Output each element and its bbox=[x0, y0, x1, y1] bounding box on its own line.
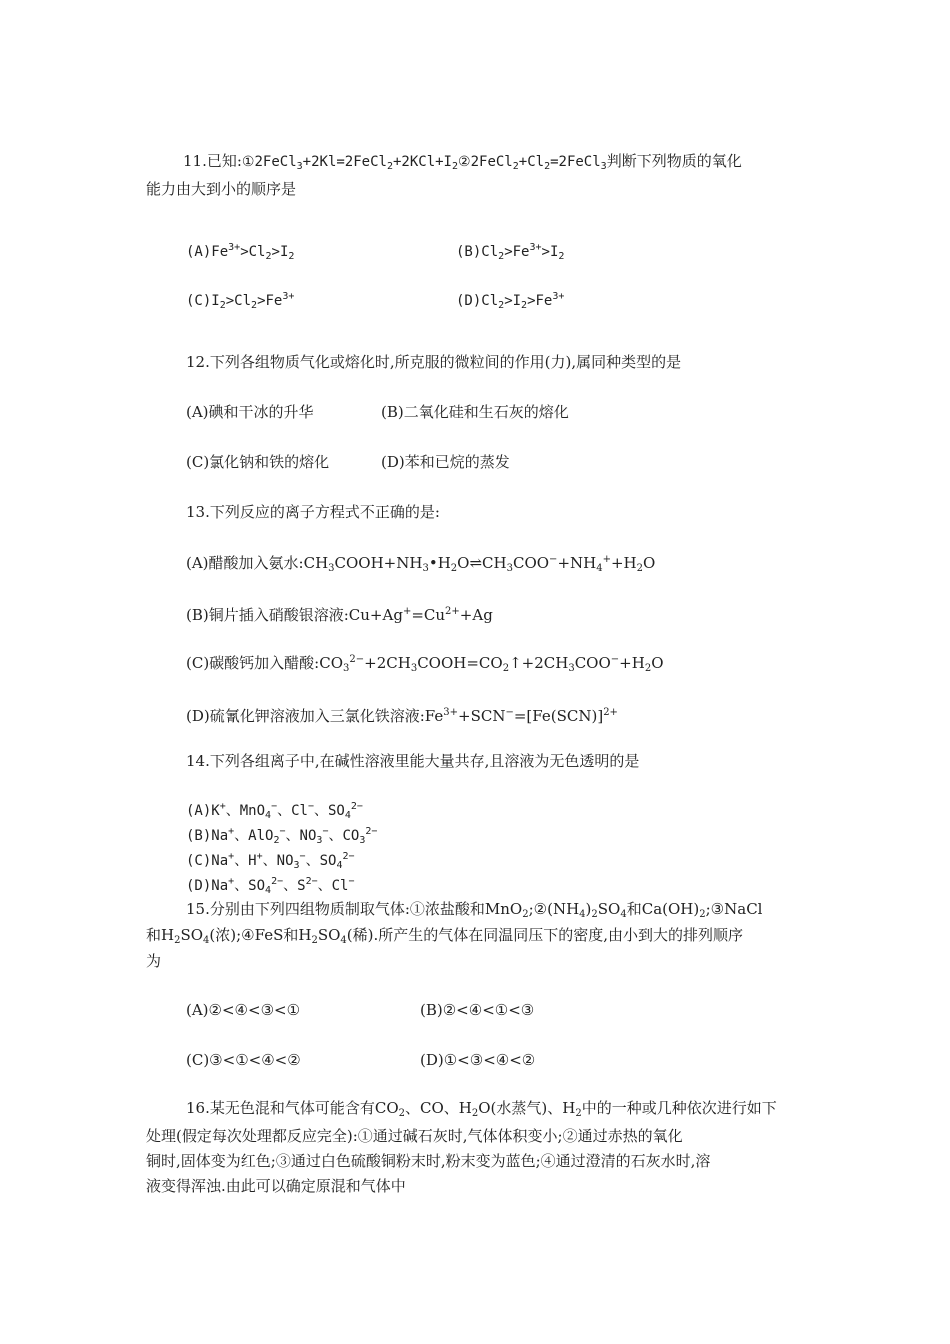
q14-option-d: (D)Na+、$SO_4^{2-}$、$S^{2-}$、Cl− bbox=[186, 876, 355, 896]
q14-stem: 14.下列各组离子中,在碱性溶液里能大量共存,且溶液为无色透明的是 bbox=[186, 752, 640, 770]
q12-option-d: (D)苯和已烷的蒸发 bbox=[381, 453, 510, 471]
q13-option-c: (C)碳酸钙加入醋酸$:CO_3^{2-}+2CH_3COOH=CO_2↑+2CH_3COO^-+H_2O$ bbox=[186, 654, 664, 674]
q14-option-b: (B)Na+、AlO$_2$−、$NO_3^-$、$CO_3^{2-}$ bbox=[186, 826, 378, 846]
q12-option-a: (A)碘和干冰的升华 bbox=[186, 403, 314, 421]
q15-option-d: (D)①<③<④<② bbox=[420, 1051, 536, 1069]
q16-line4: 液变得浑浊.由此可以确定原混和气体中 bbox=[146, 1177, 406, 1195]
q13-option-a: (A)醋酸加入氨水$:CH_3COOH+NH_3•H_2O\rightleftharpoons CH_3COO^-+NH_4^++H_2O$ bbox=[186, 554, 656, 574]
q13-stem: 13.下列反应的离子方程式不正确的是: bbox=[186, 503, 440, 521]
q12-stem: 12.下列各组物质气化或熔化时,所克服的微粒间的作用(力),属同种类型的是 bbox=[186, 353, 682, 371]
q14-option-c: (C)Na+、H+、$NO_3^-$、$SO_4^{2-}$ bbox=[186, 851, 355, 871]
q12-option-b: (B)二氧化硅和生石灰的熔化 bbox=[381, 403, 569, 421]
q11-option-a: $(A)Fe^{3+}>Cl_2>I_2$ bbox=[186, 242, 295, 262]
q15-line3: 为 bbox=[146, 952, 162, 970]
q11-line2: 能力由大到小的顺序是 bbox=[146, 180, 297, 198]
q11-line1: 11.已知$:①2FeCl_3+2Kl=2FeCl_2+2KCl+I_2②2FeCl_2+Cl_2=2FeCl_3$判断下列物质的氧化 bbox=[183, 152, 742, 172]
q11-option-b: $(B)Cl_2>Fe^{3+}>I_2$ bbox=[456, 242, 565, 262]
q15-option-a: (A)②<④<③<① bbox=[186, 1001, 301, 1019]
q15-option-b: (B)②<④<①<③ bbox=[420, 1001, 535, 1019]
q13-option-b: (B)铜片插入硝酸银溶液$:Cu+Ag^+=Cu^{2+}+Ag$ bbox=[186, 606, 493, 624]
q15-line2: 和$H_2SO_4$(浓);④FeS和$H_2SO_4$(稀).所产生的气体在同温同压下的密度,由小到大的排列顺序 bbox=[146, 926, 744, 946]
q13-option-d: (D)硫氰化钾溶液加入三氯化铁溶液$:Fe^{3+}+SCN^-=[Fe(SCN)]^{2+}$ bbox=[186, 707, 618, 725]
q16-line1: 16.某无色混和气体可能含有$CO_2$、CO、$H_2O$(水蒸气)、$H_2$中的一种或几种依次进行如下 bbox=[186, 1099, 777, 1119]
q14-option-a: (A)K+、MnO$_4$−、Cl−、$SO_4^{2-}$ bbox=[186, 801, 363, 821]
q11-option-c: $(C)I_2>Cl_2>Fe^{3+}$ bbox=[186, 291, 295, 311]
q16-line2: 处理(假定每次处理都反应完全):①通过碱石灰时,气体体积变小;②通过赤热的氧化 bbox=[146, 1127, 683, 1145]
q11-option-d: $(D)Cl_2>I_2>Fe^{3+}$ bbox=[456, 291, 565, 311]
q16-line3: 铜时,固体变为红色;③通过白色硫酸铜粉末时,粉末变为蓝色;④通过澄清的石灰水时,溶 bbox=[146, 1152, 711, 1170]
q12-option-c: (C)氯化钠和铁的熔化 bbox=[186, 453, 330, 471]
q15-line1: 15.分别由下列四组物质制取气体:①浓盐酸和$MnO_2;②(NH_4)_2SO_4$和$Ca(OH)_2;③NaCl$ bbox=[186, 900, 763, 920]
q15-option-c: (C)③<①<④<② bbox=[186, 1051, 301, 1069]
